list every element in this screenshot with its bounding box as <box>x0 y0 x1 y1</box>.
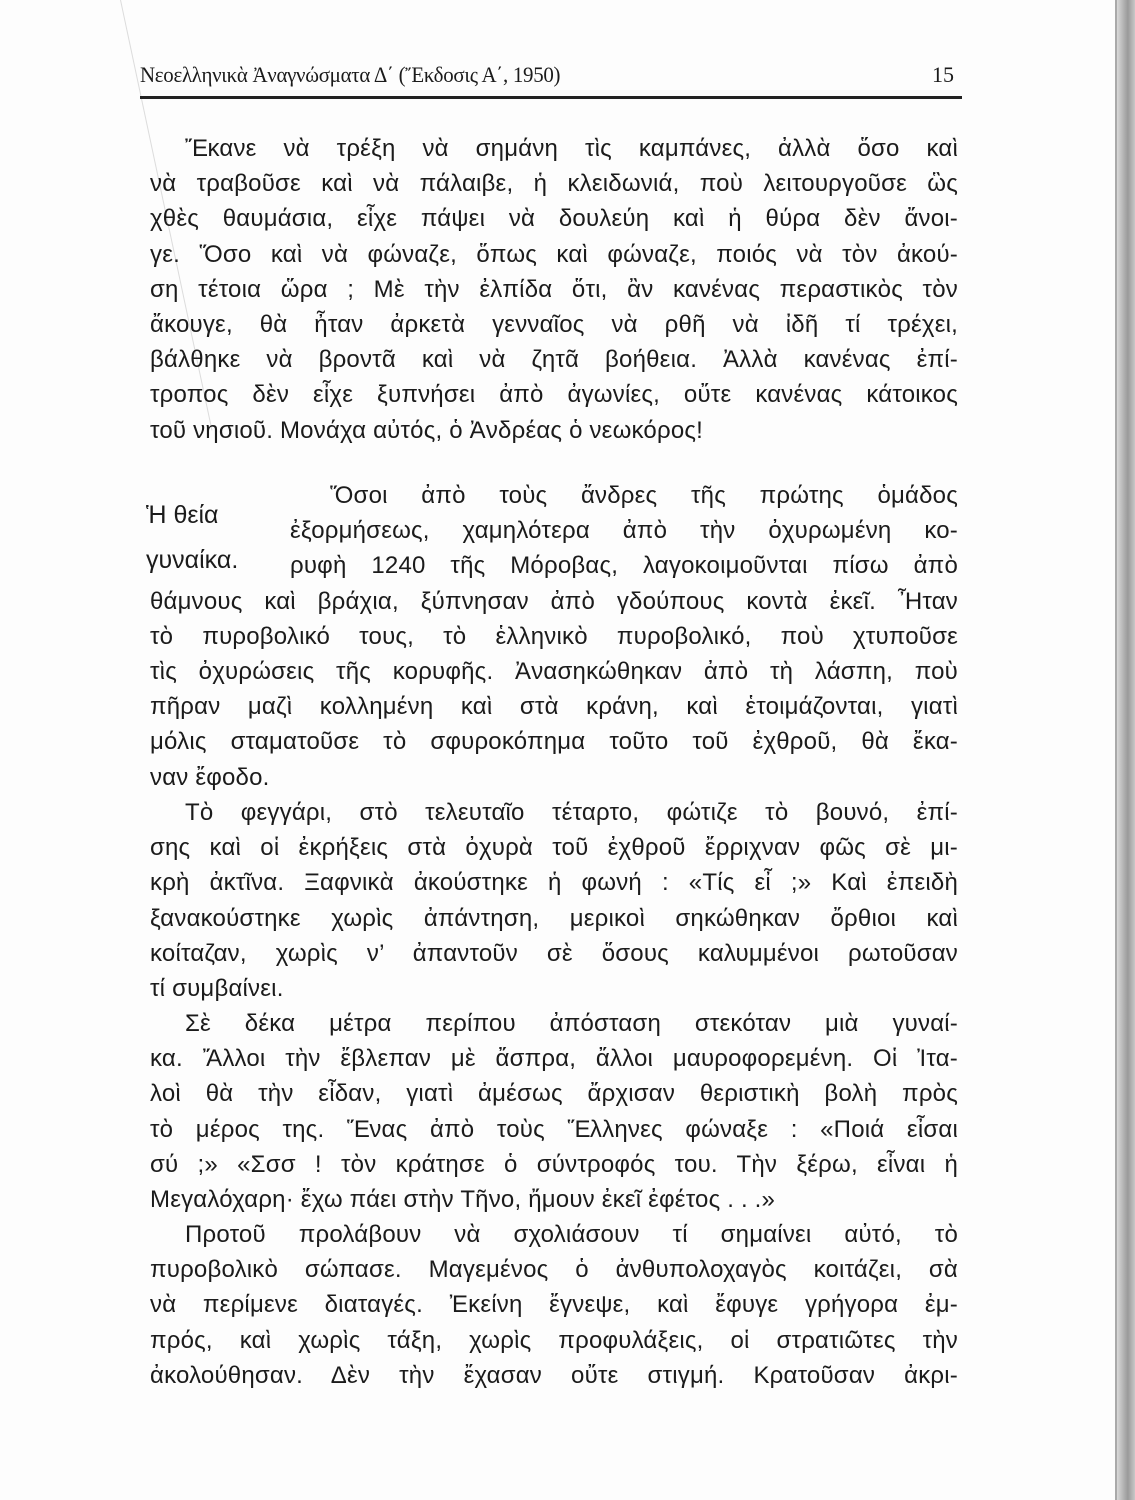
text-line: τοῦ νησιοῦ. Μονάχα αὐτός, ὁ Ἀνδρέας ὁ νεωκόρος! <box>150 416 704 444</box>
text-line: ἀκολούθησαν. Δὲν τὴν ἔχασαν οὔτε στιγμή. Κρατοῦσαν ἀκρι- <box>150 1361 958 1389</box>
text-line: νὰ τραβοῦσε καὶ νὰ πάλαιβε, ἡ κλειδωνιά, ποὺ λειτουργοῦσε ὣς <box>150 170 958 198</box>
text-line: σης καὶ οἱ ἐκρήξεις στὰ ὀχυρὰ τοῦ ἐχθροῦ ἔρριχναν φῶς σὲ μι- <box>150 834 958 862</box>
text-line: κρὴ ἀκτῖνα. Ξαφνικὰ ἀκούστηκε ἡ φωνή : «Τίς εἶ ;» Καὶ ἐπειδὴ <box>150 869 958 897</box>
text-line: ση τέτοια ὥρα ; Μὲ τὴν ἐλπίδα ὅτι, ἂν κανένας περαστικὸς τὸν <box>150 275 958 303</box>
text-line: πῆραν μαζὶ κολλημένη καὶ στὰ κράνη, καὶ ἑτοιμάζονται, γιατὶ <box>150 693 958 721</box>
text-line: Μεγαλόχαρη· ἔχω πάει στὴν Τῆνο, ἤμουν ἐκεῖ ἐφέτος . . .» <box>150 1186 776 1213</box>
side-heading-line: Ἡ θεία <box>146 501 219 529</box>
page-number: 15 <box>932 62 954 87</box>
text-line: ἐξορμήσεως, χαμηλότερα ἀπὸ τὴν ὀχυρωμένη κο- <box>290 517 958 545</box>
text-line: κα. Ἄλλοι τὴν ἔβλεπαν μὲ ἄσπρα, ἄλλοι μαυροφορεμένη. Οἱ Ἰτα- <box>150 1045 958 1073</box>
side-heading-line: γυναίκα. <box>146 546 239 574</box>
text-line: τί συμβαίνει. <box>150 975 284 1002</box>
text-line: Ὅσοι ἀπὸ τοὺς ἄνδρες τῆς πρώτης ὁμάδος <box>330 482 958 509</box>
text-line: χθὲς θαυμάσια, εἶχε πάψει νὰ δουλεύη καὶ ἡ θύρα δὲν ἄνοι- <box>150 205 958 233</box>
text-line: Τὸ φεγγάρι, στὸ τελευταῖο τέταρτο, φώτιζε τὸ βουνό, ἐπί- <box>185 799 958 826</box>
text-line: ρυφὴ 1240 τῆς Μόροβας, λαγοκοιμοῦνται πίσω ἀπὸ <box>290 552 958 580</box>
text-line: τὸ πυροβολικό τους, τὸ ἑλληνικὸ πυροβολικό, ποὺ χτυποῦσε <box>150 622 958 650</box>
text-line: Προτοῦ προλάβουν νὰ σχολιάσουν τί σημαίνει αὐτό, τὸ <box>185 1221 958 1248</box>
text-line: σύ ;» «Σσσ ! τὸν κράτησε ὁ σύντροφός του. Τὴν ξέρω, εἶναι ἡ <box>150 1150 958 1178</box>
text-line: Ἔκανε νὰ τρέξη νὰ σημάνη τὶς καμπάνες, ἀλλὰ ὅσο καὶ <box>185 135 958 162</box>
text-line: λοὶ θὰ τὴν εἶδαν, γιατὶ ἀμέσως ἄρχισαν θεριστικὴ βολὴ πρὸς <box>150 1080 958 1108</box>
text-line: τὶς ὀχυρώσεις τῆς κορυφῆς. Ἀνασηκώθηκαν ἀπὸ τὴ λάσπη, ποὺ <box>150 658 958 685</box>
text-line: γε. Ὅσο καὶ νὰ φώναζε, ὅπως καὶ φώναζε, ποιός νὰ τὸν ἀκού- <box>150 240 958 268</box>
text-line: μόλις σταματοῦσε τὸ σφυροκόπημα τοῦτο τοῦ ἐχθροῦ, θὰ ἔκα- <box>150 728 958 756</box>
text-line: Σὲ δέκα μέτρα περίπου ἀπόσταση στεκόταν μιὰ γυναί- <box>185 1010 958 1037</box>
text-line: πυροβολικὸ σώπασε. Μαγεμένος ὁ ἀνθυπολοχαγὸς κοιτάζει, σὰ <box>150 1256 958 1284</box>
text-line: θάμνους καὶ βράχια, ξύπνησαν ἀπὸ γδούπους κοντὰ ἐκεῖ. Ἦταν <box>150 587 958 615</box>
text-line: βάλθηκε νὰ βροντᾶ καὶ νὰ ζητᾶ βοήθεια. Ἀλλὰ κανένας ἐπί- <box>150 346 958 374</box>
text-line: νὰ περίμενε διαταγές. Ἐκείνη ἔγνεψε, καὶ ἔφυγε γρήγορα ἐμ- <box>150 1291 958 1319</box>
header-rule <box>140 96 962 99</box>
text-line: τὸ μέρος της. Ἕνας ἀπὸ τοὺς Ἕλληνες φώναξε : «Ποιά εἶσαι <box>150 1115 958 1143</box>
text-line: τροπος δὲν εἶχε ξυπνήσει ἀπὸ ἀγωνίες, οὔτε κανένας κάτοικος <box>150 381 958 409</box>
text-line: πρός, καὶ χωρὶς τάξη, χωρὶς προφυλάξεις, οἱ στρατιῶτες τὴν <box>150 1326 958 1354</box>
page-edge <box>1117 0 1135 1500</box>
running-header-title: Νεοελληνικὰ Ἀναγνώσματα Δ΄ (Ἔκδοσις Α΄, 1950) <box>140 62 561 87</box>
text-line: ξανακούστηκε χωρὶς ἀπάντηση, μερικοὶ σηκώθηκαν ὄρθιοι καὶ <box>150 904 958 932</box>
text-line: ἄκουγε, θὰ ἦταν ἀρκετὰ γενναῖος νὰ ρθῆ νὰ ἰδῆ τί τρέχει, <box>150 311 958 338</box>
text-line: κοίταζαν, χωρὶς ν’ ἀπαντοῦν σὲ ὅσους καλυμμένοι ρωτοῦσαν <box>150 939 958 967</box>
text-line: ναν ἔφοδο. <box>150 763 270 791</box>
